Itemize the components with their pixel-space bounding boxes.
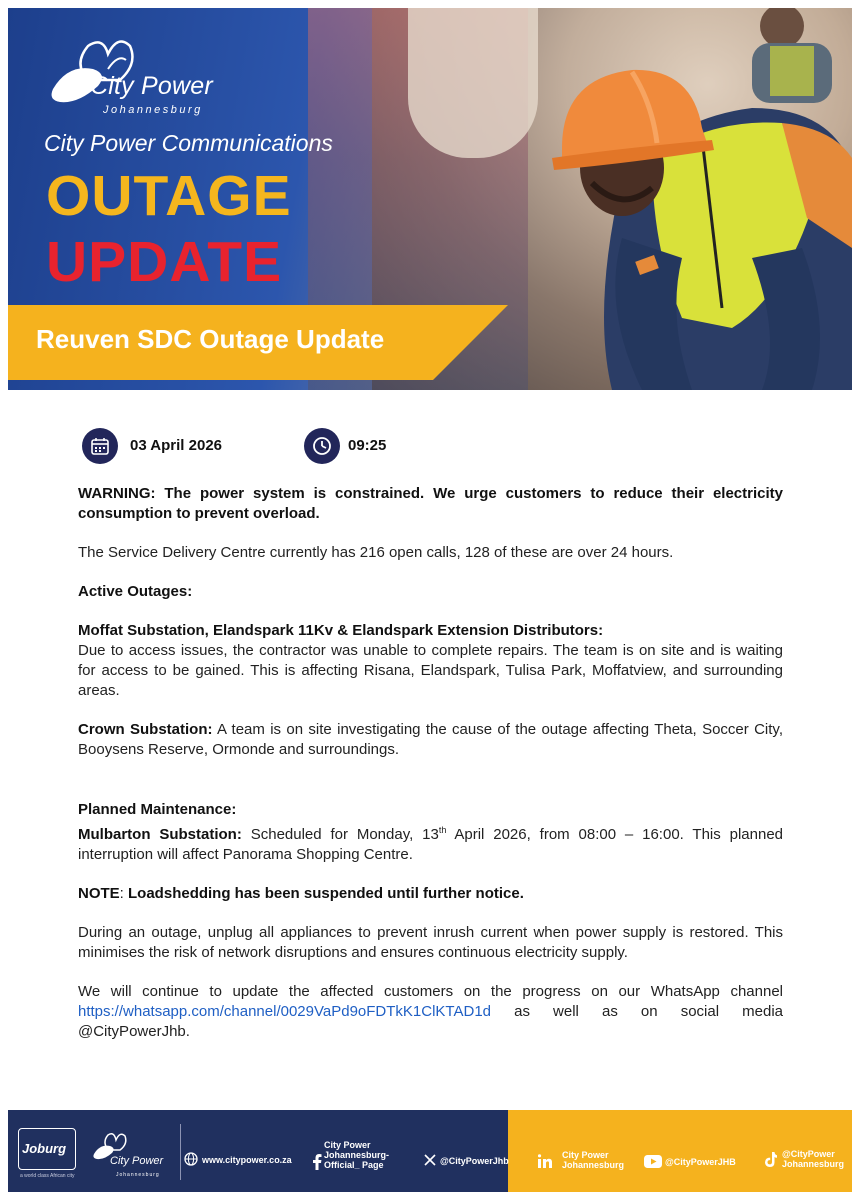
youtube-handle[interactable]: @CityPowerJHB [665,1157,736,1167]
active-outages-heading: Active Outages: [78,583,193,600]
note-separator: : [119,885,129,902]
footer-navy-panel [8,1110,548,1192]
joburg-logo-text: Joburg [22,1141,67,1156]
tiktok-line2: Johannesburg [782,1159,845,1169]
moffat-heading: Moffat Substation, Elandspark 11Kv & Elandspark Extension Distributors: [78,622,604,639]
linkedin-page[interactable] [562,1150,624,1170]
linkedin-icon [538,1154,552,1168]
planned-maintenance [78,800,783,865]
outage-date: 03 April 2026 [130,437,222,454]
globe-icon [184,1152,198,1166]
footer-brand-name: City Power [110,1155,164,1167]
whatsapp-channel-link[interactable]: https://whatsapp.com/channel/0029VaPd9oFDTkK1ClKTAD1d [78,1003,491,1020]
joburg-tagline: a world class African city [20,1173,75,1179]
clock-icon [304,428,340,464]
moffat-text: Due to access issues, the contractor was unable to complete repairs. The team is on site and is waiting for access to be gained. This is affecting Risana, Elandspark, Tulisa Park, Moffatview, and surrounding areas. [78,642,783,699]
x-icon [424,1154,436,1166]
footer-website[interactable]: www.citypower.co.za [202,1155,292,1165]
mulbarton-heading: Mulbarton Substation: [78,826,242,843]
title-update: UPDATE [46,230,283,294]
linkedin-line2: Johannesburg [562,1160,625,1170]
youtube-icon [644,1155,662,1168]
communications-label: City Power Communications [44,130,333,156]
facebook-icon [312,1154,322,1170]
mulbarton-text-b: April 2026, from 08:00 – 16:00. This planned interruption will affect Panorama Shopping Centre. [78,826,784,863]
warning-text: WARNING: The power system is constrained. We urge customers to reduce their electricity consumption to prevent overload. [78,485,783,522]
update-body [78,484,783,1061]
outage-time: 09:25 [348,437,387,454]
facebook-line3: Official_ Page [324,1160,384,1170]
worker-illustration [452,8,852,390]
x-handle[interactable]: @CityPowerJhb [440,1156,509,1166]
title-outage: OUTAGE [46,164,292,228]
facebook-line2: Johannesburg- [324,1150,390,1160]
footer [8,1110,852,1192]
whatsapp-paragraph [78,982,783,1042]
brand-subtitle: Johannesburg [103,104,203,116]
planned-heading: Planned Maintenance: [78,801,237,818]
crown-outage [78,720,783,760]
calendar-icon [82,428,118,464]
brand-name: City Power [90,72,213,100]
whatsapp-text-b: as well as on social media @CityPowerJhb. [78,1003,783,1040]
mulbarton-sup: th [438,825,447,835]
whatsapp-text-a: We will continue to update the affected customers on the progress on our WhatsApp channel [78,983,783,1000]
tiktok-page[interactable] [782,1149,844,1169]
moffat-outage [78,621,783,701]
inrush-advice: During an outage, unplug all appliances to prevent inrush current when power supply is restored. This minimises the risk of network disruptions and ensures continuous electricity supply. [78,924,783,961]
facebook-line1: City Power [324,1140,371,1150]
header-banner [8,8,852,390]
note-label: NOTE [78,885,120,902]
footer-brand-sub: Johannesburg [116,1172,160,1178]
ribbon-title: Reuven SDC Outage Update [36,324,385,354]
crown-text: A team is on site investigating the cause of the outage affecting Theta, Soccer City, Booysens Reserve, Ormonde and surroundings. [78,721,783,758]
tiktok-line1: @CityPower [782,1149,835,1159]
note [78,884,783,904]
footer-divider [180,1124,181,1180]
note-text: Loadshedding has been suspended until further notice. [128,885,524,902]
mulbarton-text-a: Scheduled for Monday, 13 [241,826,439,843]
linkedin-line1: City Power [562,1150,609,1160]
facebook-page[interactable] [324,1140,389,1170]
open-calls-text: The Service Delivery Centre currently has 216 open calls, 128 of these are over 24 hours. [78,544,674,561]
date-time-row [82,428,482,466]
tiktok-icon [765,1152,777,1167]
crown-heading: Crown Substation: [78,721,213,738]
